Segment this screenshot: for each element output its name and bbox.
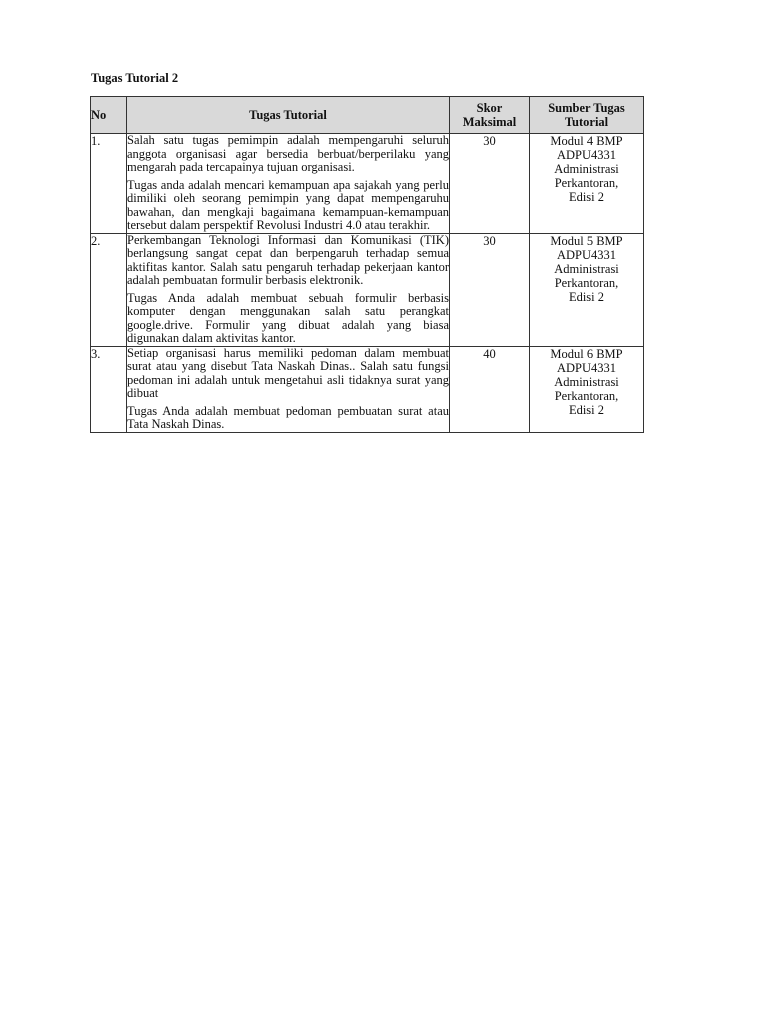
source-line: ADPU4331 bbox=[556, 247, 617, 262]
source-line: Modul 6 BMP bbox=[550, 346, 623, 361]
row-number: 3. bbox=[91, 346, 127, 432]
task-paragraph: Setiap organisasi harus memiliki pedoman dalam membuat surat atau yang disebut Tata Naskah Dinas.. Salah satu fungsi pedoman ini adalah untuk mengetahui asli tidaknya surat yang dibuat bbox=[127, 345, 449, 400]
source-line: Perkantoran, bbox=[554, 388, 619, 403]
max-score: 30 bbox=[450, 134, 530, 234]
source-line: Administrasi bbox=[554, 261, 619, 276]
table-row bbox=[91, 346, 644, 432]
header-score-line: Skor bbox=[476, 101, 503, 115]
source-line: Edisi 2 bbox=[568, 402, 605, 417]
task-paragraph: Perkembangan Teknologi Informasi dan Komunikasi (TIK) berlangsung sangat cepat dan berpengaruh terhadap semua aktifitas kantor. Salah satu pengaruh terhadap pekerjaan kantor adalah pembuatan formulir berbasis elektronik. bbox=[127, 232, 449, 287]
row-number: 1. bbox=[91, 134, 127, 234]
task-source bbox=[530, 346, 644, 432]
table-row bbox=[91, 134, 644, 234]
source-line: Perkantoran, bbox=[554, 275, 619, 290]
task-description bbox=[127, 233, 450, 346]
table-header-row bbox=[91, 97, 644, 134]
source-line: ADPU4331 bbox=[556, 360, 617, 375]
source-line: Modul 5 BMP bbox=[550, 233, 623, 248]
max-score: 40 bbox=[450, 346, 530, 432]
source-line: Modul 4 BMP bbox=[550, 134, 623, 148]
task-source bbox=[530, 233, 644, 346]
max-score: 30 bbox=[450, 233, 530, 346]
source-line: Edisi 2 bbox=[568, 289, 605, 304]
source-line: Edisi 2 bbox=[568, 190, 605, 204]
page-title: Tugas Tutorial 2 bbox=[91, 71, 179, 85]
header-task: Tugas Tutorial bbox=[127, 97, 450, 134]
table-row bbox=[91, 233, 644, 346]
header-source-line: Tutorial bbox=[564, 115, 609, 129]
header-source bbox=[530, 97, 644, 134]
task-description bbox=[127, 134, 450, 234]
task-table bbox=[90, 96, 644, 433]
task-paragraph: Tugas anda adalah mencari kemampuan apa sajakah yang perlu dimiliki oleh seorang pemimpin yang dapat mempengaruhu bawahan, dan mengkaji bagaimana kemampuan-kemampuan tersebut dalam perspektif Revolusi Industri 4.0 atau terakhir. bbox=[127, 177, 449, 232]
task-source bbox=[530, 134, 644, 234]
task-paragraph: Tugas Anda adalah membuat sebuah formulir berbasis komputer dengan menggunakan salah satu perangkat google.drive. Formulir yang dibuat adalah yang biasa digunakan dalam aktivitas kantor. bbox=[127, 290, 449, 345]
header-source-line: Sumber Tugas bbox=[548, 101, 625, 115]
task-paragraph: Tugas Anda adalah membuat pedoman pembuatan surat atau Tata Naskah Dinas. bbox=[127, 403, 449, 431]
task-paragraph: Salah satu tugas pemimpin adalah mempengaruhi seluruh anggota organisasi agar bersedia berbuat/berperilaku yang mengarah pada tercapainya tujuan organisasi. bbox=[127, 133, 449, 174]
source-line: Administrasi bbox=[554, 374, 619, 389]
row-number: 2. bbox=[91, 233, 127, 346]
source-line: ADPU4331 bbox=[556, 148, 617, 162]
source-line: Perkantoran, bbox=[554, 176, 619, 190]
header-score bbox=[450, 97, 530, 134]
source-line: Administrasi bbox=[554, 162, 619, 176]
header-score-line: Maksimal bbox=[462, 115, 517, 129]
task-description bbox=[127, 346, 450, 432]
header-no: No bbox=[91, 97, 127, 134]
